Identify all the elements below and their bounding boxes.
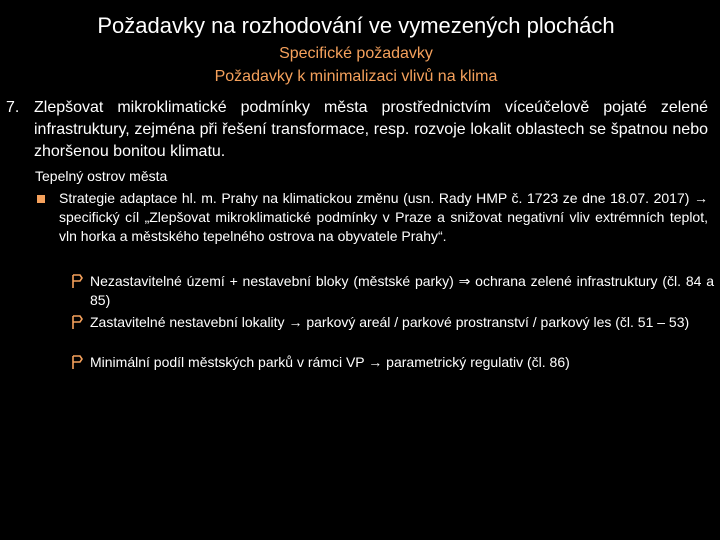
- sub-bullet-item: [70, 353, 714, 372]
- orange-flag-bullet-icon: [70, 353, 86, 372]
- sub-bullet-item: [70, 313, 714, 332]
- orange-flag-bullet-icon: [70, 313, 86, 332]
- sub-bullet-item: [70, 272, 714, 310]
- slide-title: Požadavky na rozhodování ve vymezených plochách: [97, 13, 615, 38]
- bullet-text: Strategie adaptace hl. m. Prahy na klimatickou změnu (usn. Rady HMP č. 1723 ze dne 18.07. 2017) → specifický cíl „Zlepšovat mikroklimatické podmínky v Praze a snižovat negativní vliv extrémních teplot, vln horka a městského tepelného ostrova na obyvatele Prahy“.: [59, 190, 708, 244]
- bullet-item: [36, 189, 708, 246]
- sub-bullet-text: Minimální podíl městských parků v rámci VP → parametrický regulativ (čl. 86): [90, 354, 570, 370]
- numbered-point: [6, 97, 708, 163]
- sub-bullet-text: Nezastavitelné území + nestavební bloky (městské parky) ⇒ ochrana zelené infrastruktury (čl. 84 a 85): [90, 273, 714, 308]
- slide-subtitle-climate-requirements: Požadavky k minimalizaci vlivů na klima: [214, 68, 498, 85]
- orange-flag-bullet-icon: [70, 272, 86, 291]
- section-heading-heat-island: Tepelný ostrov města: [35, 168, 168, 184]
- slide-subtitle-specific-requirements: Specifické požadavky: [279, 45, 433, 62]
- point-number: 7.: [6, 99, 20, 116]
- orange-square-bullet-icon: [37, 195, 45, 203]
- sub-bullet-text: Zastavitelné nestavební lokality → parkový areál / parkové prostranství / parkový les (čl. 51 – 53): [90, 314, 690, 330]
- point-text: Zlepšovat mikroklimatické podmínky města prostřednictvím víceúčelově pojaté zelené infrastruktury, zejména při řešení transformace, resp. rozvoje lokalit oblastech se špatnou nebo zhoršenou bonitou klimatu.: [34, 99, 708, 160]
